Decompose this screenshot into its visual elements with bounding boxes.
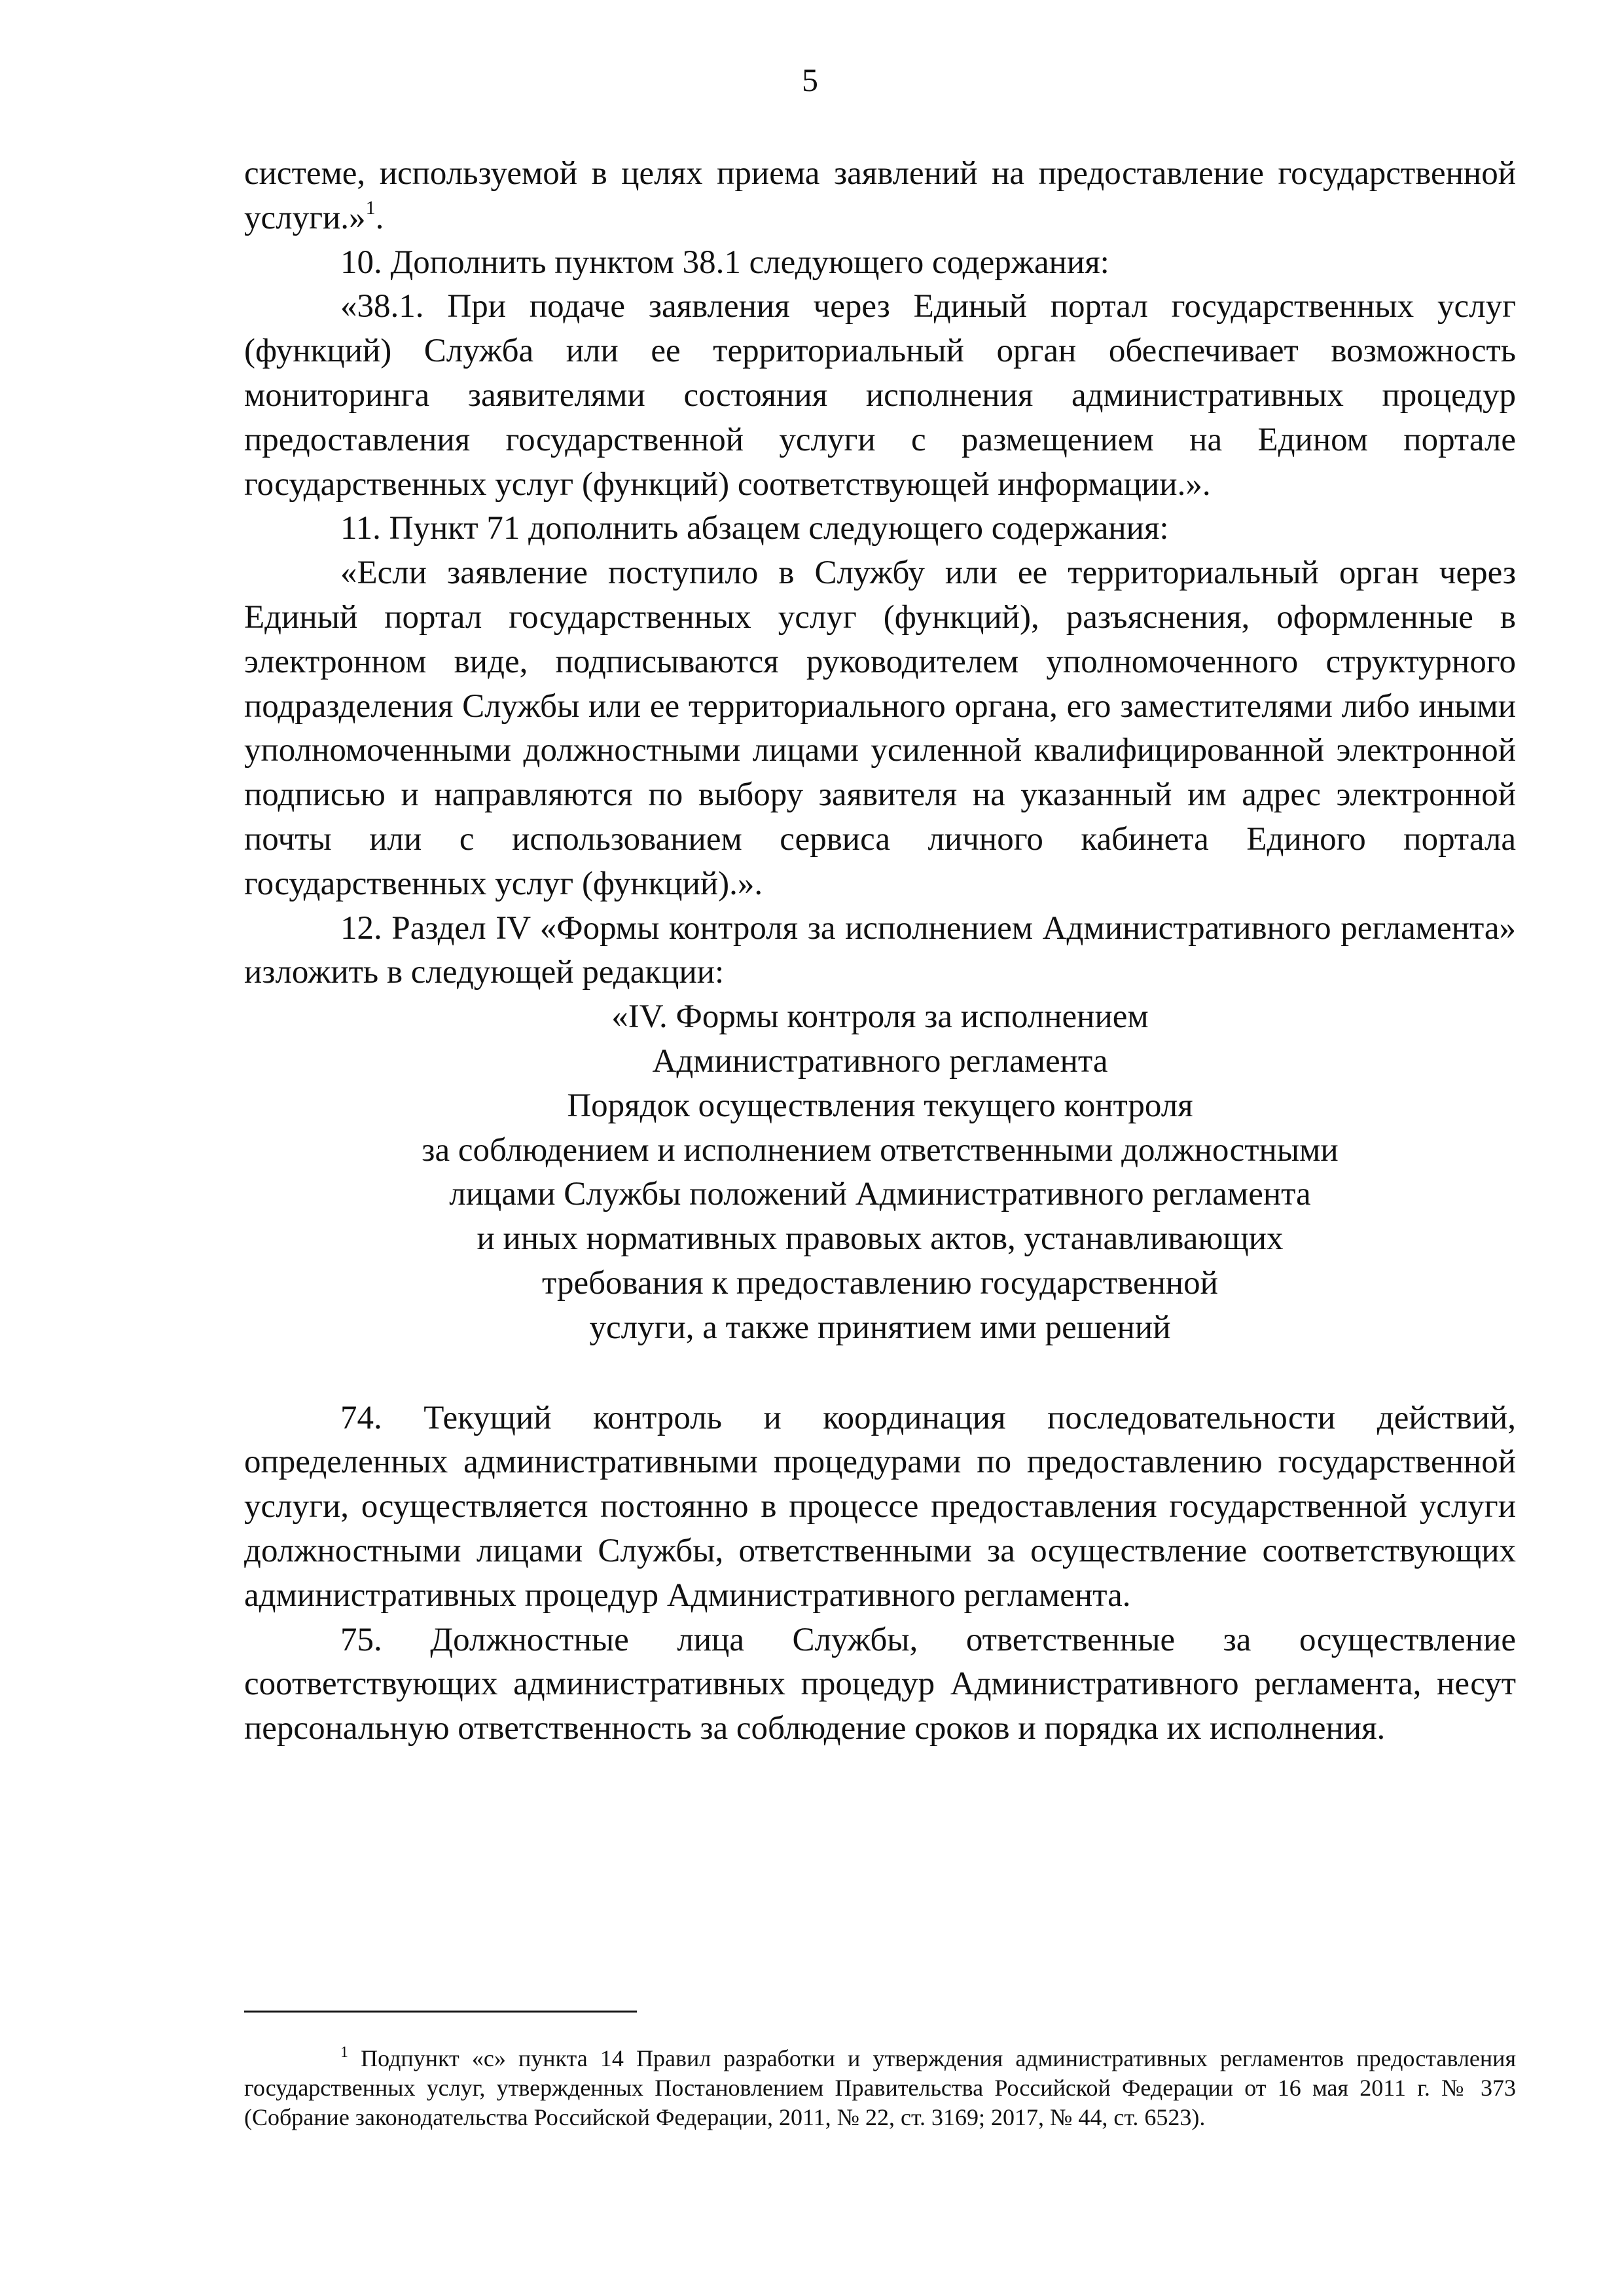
paragraph-item-74: 74. Текущий контроль и координация последовательности действий, определенных административными процедурами по предоставлению государственной услуги, осуществляется постоянно в процессе предоставления государственной услуги должностными лицами Службы, ответственными за осуществление соответствующих административных процедур Административного регламента. [244,1399,1516,1614]
paragraph-item-75: 75. Должностные лица Службы, ответственные за осуществление соответствующих административных процедур Административного регламента, несут персональную ответственность за соблюдение сроков и порядка их исполнения. [244,1621,1516,1747]
paragraph-continuation [244,152,1516,241]
footnote-reference: 1 [365,196,376,219]
section-heading-line: лицами Службы положений Административного регламента [449,1176,1311,1213]
footnote [244,2044,1516,2132]
section-heading-line: услуги, а также принятием ими решений [589,1309,1171,1346]
section-heading-line: за соблюдением и исполнением ответственными должностными [422,1131,1339,1169]
section-heading [244,995,1516,1350]
paragraph-item-10: 10. Дополнить пунктом 38.1 следующего содержания: [340,244,1109,281]
section-heading-line: Административного регламента [652,1042,1108,1080]
footnote-divider [244,2011,637,2013]
footnote-mark: 1 [340,2044,348,2061]
page-number: 5 [802,62,818,98]
section-heading-line: требования к предоставлению государственной [542,1264,1218,1302]
paragraph-continuation-end: . [375,199,384,236]
paragraph-item-38-1: «38.1. При подаче заявления через Единый портал государственных услуг (функций) Служба или ее территориальный орган обеспечивает возможность мониторинга заявителями состояния исполнения административных процедур предоставления государственной услуги с размещением на Едином портале государственных услуг (функций) соответствующей информации.». [244,288,1516,503]
paragraph-item-11: 11. Пункт 71 дополнить абзацем следующего содержания: [340,510,1169,547]
document-body [244,152,1516,1751]
spacer [244,1351,1516,1396]
section-heading-line: и иных нормативных правовых актов, устанавливающих [477,1220,1284,1258]
section-heading-line: Порядок осуществления текущего контроля [567,1087,1193,1124]
footnote-text: Подпункт «с» пункта 14 Правил разработки и утверждения административных регламентов предоставления государственных услуг, утвержденных Постановлением Правительства Российской Федерации от 16 мая 2011 г. № 373 (Собрание законодательства Российской Федерации, 2011, № 22, ст. 3169; 2017, № 44, ст. 6523). [244,2045,1516,2130]
paragraph-continuation-text: системе, используемой в целях приема заявлений на предоставление государственной услуги.» [244,155,1516,236]
paragraph-item-71-addition: «Если заявление поступило в Службу или ее территориальный орган через Единый портал государственных услуг (функций), разъяснения, оформленные в электронном виде, подписываются руководителем уполномоченного структурного подразделения Службы или ее территориального органа, его заместителями либо иными уполномоченными должностными лицами усиленной квалифицированной электронной подписью и направляются по выбору заявителя на указанный им адрес электронной почты или с использованием сервиса личного кабинета Единого портала государственных услуг (функций).». [244,555,1516,902]
section-heading-line: «IV. Формы контроля за исполнением [611,998,1149,1036]
paragraph-item-12: 12. Раздел IV «Формы контроля за исполнением Административного регламента» изложить в следующей редакции: [244,909,1516,991]
